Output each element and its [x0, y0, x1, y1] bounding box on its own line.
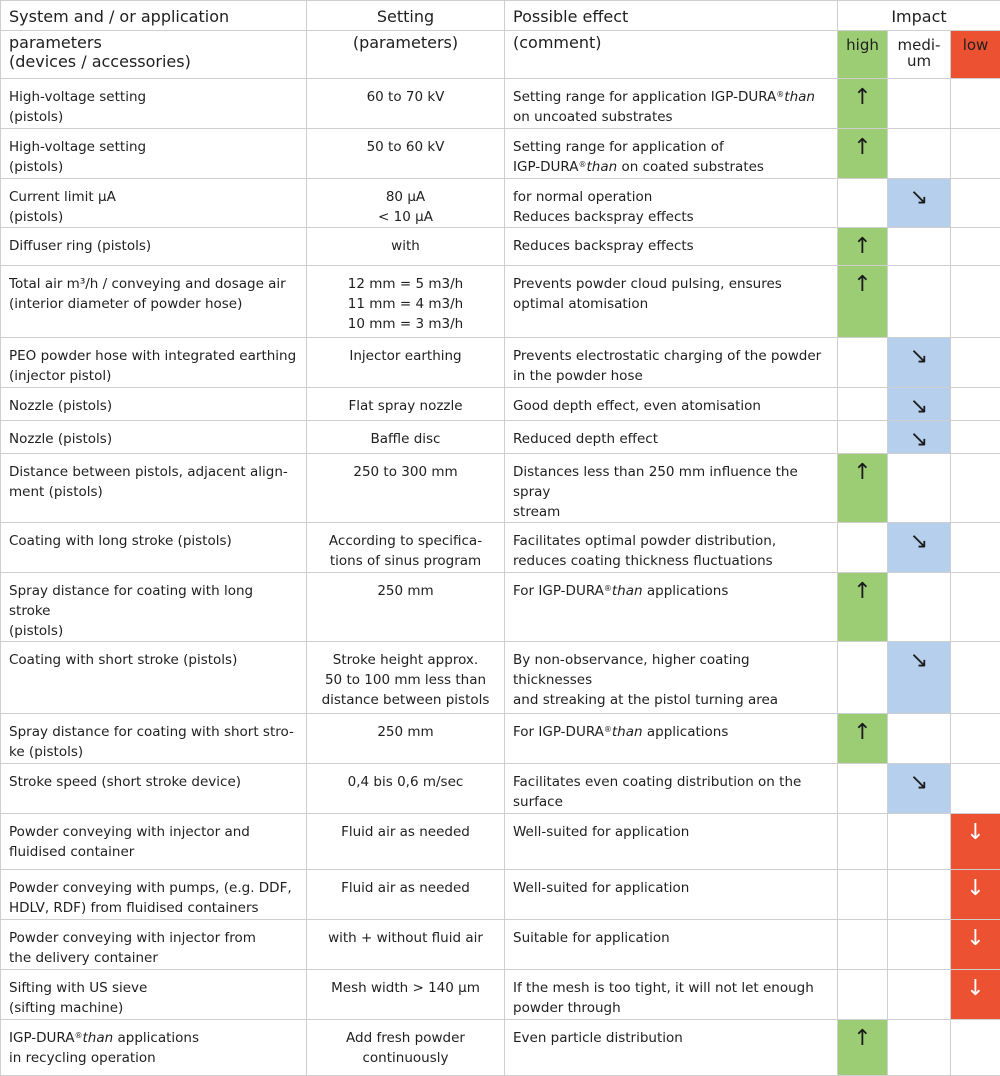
arrow-down-right-icon: ↘	[888, 642, 950, 674]
table-body	[1, 79, 1000, 1076]
param-cell: Spray distance for coating with short stro- ke (pistols)	[1, 714, 307, 764]
param-cell: Powder conveying with injector and fluidised container	[1, 814, 307, 870]
arrow-up-icon: ↑	[838, 454, 887, 486]
setting-cell: Baffle disc	[307, 421, 505, 454]
setting-cell: Stroke height approx. 50 to 100 mm less than distance between pistols	[307, 642, 505, 714]
impact-low-cell	[951, 970, 1000, 1020]
effect-cell: Reduced depth effect	[505, 421, 838, 454]
impact-high-cell	[838, 714, 888, 764]
impact-medium-cell	[888, 338, 951, 388]
impact-empty-cell	[888, 870, 951, 920]
arrow-down-right-icon: ↘	[888, 523, 950, 555]
header-setting-line1: Setting	[307, 1, 505, 31]
setting-cell: Mesh width > 140 µm	[307, 970, 505, 1020]
arrow-down-icon: ↓	[951, 814, 1000, 846]
effect-cell: Setting range for application of IGP-DURA®than on coated substrates	[505, 129, 838, 179]
impact-empty-cell	[951, 79, 1000, 129]
setting-cell: 60 to 70 kV	[307, 79, 505, 129]
impact-empty-cell	[838, 523, 888, 573]
arrow-down-right-icon: ↘	[888, 421, 950, 453]
table-row	[1, 814, 1000, 870]
table-row	[1, 573, 1000, 642]
table-row	[1, 1020, 1000, 1076]
impact-empty-cell	[951, 764, 1000, 814]
effect-cell: Prevents powder cloud pulsing, ensures optimal atomisation	[505, 266, 838, 338]
header-impact: Impact	[838, 1, 1000, 31]
impact-empty-cell	[951, 129, 1000, 179]
table-row	[1, 228, 1000, 266]
impact-low-cell	[951, 870, 1000, 920]
impact-empty-cell	[888, 714, 951, 764]
impact-empty-cell	[951, 454, 1000, 523]
impact-medium-cell	[888, 523, 951, 573]
effect-cell: For IGP-DURA®than applications	[505, 573, 838, 642]
impact-empty-cell	[838, 920, 888, 970]
param-cell: Nozzle (pistols)	[1, 421, 307, 454]
arrow-down-right-icon: ↘	[888, 764, 950, 796]
table-row	[1, 129, 1000, 179]
impact-low-cell	[951, 814, 1000, 870]
impact-high-cell	[838, 266, 888, 338]
impact-empty-cell	[951, 388, 1000, 421]
setting-cell: Injector earthing	[307, 338, 505, 388]
impact-empty-cell	[951, 338, 1000, 388]
setting-cell: Fluid air as needed	[307, 814, 505, 870]
arrow-up-icon: ↑	[838, 129, 887, 161]
arrow-up-icon: ↑	[838, 1020, 887, 1052]
impact-empty-cell	[888, 573, 951, 642]
param-cell: Diffuser ring (pistols)	[1, 228, 307, 266]
impact-empty-cell	[838, 388, 888, 421]
arrow-down-right-icon: ↘	[888, 338, 950, 370]
table-row	[1, 421, 1000, 454]
table-row	[1, 338, 1000, 388]
impact-empty-cell	[951, 228, 1000, 266]
param-cell: Coating with long stroke (pistols)	[1, 523, 307, 573]
impact-empty-cell	[951, 421, 1000, 454]
effect-cell: Well-suited for application	[505, 870, 838, 920]
effect-cell: Reduces backspray effects	[505, 228, 838, 266]
param-cell: Sifting with US sieve (sifting machine)	[1, 970, 307, 1020]
effect-cell: for normal operation Reduces backspray effects	[505, 179, 838, 228]
impact-empty-cell	[888, 266, 951, 338]
impact-medium-cell	[888, 764, 951, 814]
impact-high-cell	[838, 129, 888, 179]
table-row	[1, 388, 1000, 421]
setting-cell: 250 mm	[307, 714, 505, 764]
table-row	[1, 79, 1000, 129]
setting-cell: 0,4 bis 0,6 m/sec	[307, 764, 505, 814]
impact-low-cell	[951, 920, 1000, 970]
table-row	[1, 266, 1000, 338]
effect-cell: Suitable for application	[505, 920, 838, 970]
effect-cell: Well-suited for application	[505, 814, 838, 870]
impact-medium-cell	[888, 642, 951, 714]
param-cell: Nozzle (pistols)	[1, 388, 307, 421]
header-param-line2: parameters	[9, 33, 298, 53]
param-cell: Powder conveying with pumps, (e.g. DDF, HDLV, RDF) from fluidised containers	[1, 870, 307, 920]
param-cell: Coating with short stroke (pistols)	[1, 642, 307, 714]
table-row	[1, 920, 1000, 970]
arrow-up-icon: ↑	[838, 266, 887, 298]
impact-empty-cell	[951, 179, 1000, 228]
param-cell: Stroke speed (short stroke device)	[1, 764, 307, 814]
setting-cell: 12 mm = 5 m3/h 11 mm = 4 m3/h 10 mm = 3 m3/h	[307, 266, 505, 338]
impact-empty-cell	[888, 970, 951, 1020]
table-row	[1, 642, 1000, 714]
impact-empty-cell	[888, 814, 951, 870]
setting-cell: with + without fluid air	[307, 920, 505, 970]
setting-cell: with	[307, 228, 505, 266]
arrow-down-right-icon: ↘	[888, 179, 950, 211]
effect-cell: Facilitates optimal powder distribution, reduces coating thickness fluctuations	[505, 523, 838, 573]
setting-cell: 250 mm	[307, 573, 505, 642]
param-cell: Total air m³/h / conveying and dosage air (interior diameter of powder hose)	[1, 266, 307, 338]
impact-empty-cell	[888, 454, 951, 523]
impact-empty-cell	[888, 228, 951, 266]
impact-medium-cell	[888, 388, 951, 421]
impact-medium-cell	[888, 421, 951, 454]
effect-cell: Prevents electrostatic charging of the powder in the powder hose	[505, 338, 838, 388]
impact-empty-cell	[838, 179, 888, 228]
impact-empty-cell	[838, 642, 888, 714]
param-cell: Current limit µA (pistols)	[1, 179, 307, 228]
header-effect-line1: Possible effect	[505, 1, 838, 31]
impact-empty-cell	[888, 1020, 951, 1076]
header-param	[1, 31, 307, 79]
impact-high-cell	[838, 228, 888, 266]
setting-cell: Add fresh powder continuously	[307, 1020, 505, 1076]
effect-cell: For IGP-DURA®than applications	[505, 714, 838, 764]
arrow-down-icon: ↓	[951, 870, 1000, 902]
setting-cell: Flat spray nozzle	[307, 388, 505, 421]
impact-empty-cell	[838, 421, 888, 454]
param-cell: Spray distance for coating with long stroke (pistols)	[1, 573, 307, 642]
effect-cell: By non-observance, higher coating thicknesses and streaking at the pistol turning area	[505, 642, 838, 714]
header-param-line1: System and / or application	[1, 1, 307, 31]
impact-medium-cell	[888, 179, 951, 228]
arrow-down-icon: ↓	[951, 970, 1000, 1002]
impact-empty-cell	[951, 1020, 1000, 1076]
setting-cell: Fluid air as needed	[307, 870, 505, 920]
param-cell: Powder conveying with injector from the delivery container	[1, 920, 307, 970]
impact-high-cell	[838, 79, 888, 129]
effect-cell: Even particle distribution	[505, 1020, 838, 1076]
effect-cell: Good depth effect, even atomisation	[505, 388, 838, 421]
impact-empty-cell	[888, 920, 951, 970]
impact-high-cell	[838, 1020, 888, 1076]
param-cell: High-voltage setting (pistols)	[1, 79, 307, 129]
effect-cell: Facilitates even coating distribution on the surface	[505, 764, 838, 814]
param-cell: High-voltage setting (pistols)	[1, 129, 307, 179]
impact-low-header: low	[951, 31, 1000, 79]
impact-empty-cell	[888, 129, 951, 179]
effect-cell: Distances less than 250 mm influence the spray stream	[505, 454, 838, 523]
impact-empty-cell	[951, 714, 1000, 764]
impact-empty-cell	[838, 870, 888, 920]
arrow-up-icon: ↑	[838, 714, 887, 746]
impact-empty-cell	[888, 79, 951, 129]
arrow-down-right-icon: ↘	[888, 388, 950, 420]
impact-empty-cell	[838, 814, 888, 870]
param-cell: PEO powder hose with integrated earthing (injector pistol)	[1, 338, 307, 388]
header-param-line3: (devices / accessories)	[9, 53, 298, 71]
param-cell: Distance between pistols, adjacent align- ment (pistols)	[1, 454, 307, 523]
setting-cell: 50 to 60 kV	[307, 129, 505, 179]
impact-medium-header: medi- um	[888, 31, 951, 79]
table-row	[1, 523, 1000, 573]
setting-cell: According to specifica- tions of sinus program	[307, 523, 505, 573]
setting-cell: 80 µA < 10 µA	[307, 179, 505, 228]
table-row	[1, 714, 1000, 764]
header-effect-line2: (comment)	[505, 31, 838, 79]
header-setting-line2: (parameters)	[307, 31, 505, 79]
table-row	[1, 970, 1000, 1020]
impact-empty-cell	[951, 642, 1000, 714]
table-row	[1, 454, 1000, 523]
arrow-up-icon: ↑	[838, 228, 887, 260]
arrow-up-icon: ↑	[838, 79, 887, 111]
setting-cell: 250 to 300 mm	[307, 454, 505, 523]
impact-empty-cell	[951, 523, 1000, 573]
effect-cell: If the mesh is too tight, it will not let enough powder through	[505, 970, 838, 1020]
impact-high-cell	[838, 573, 888, 642]
impact-empty-cell	[951, 573, 1000, 642]
param-cell: IGP-DURA®than applications in recycling operation	[1, 1020, 307, 1076]
arrow-up-icon: ↑	[838, 573, 887, 605]
impact-high-cell	[838, 454, 888, 523]
impact-empty-cell	[838, 764, 888, 814]
impact-empty-cell	[838, 338, 888, 388]
impact-empty-cell	[838, 970, 888, 1020]
effect-cell: Setting range for application IGP-DURA®than on uncoated substrates	[505, 79, 838, 129]
table-row	[1, 870, 1000, 920]
impact-high-header: high	[838, 31, 888, 79]
table-row	[1, 179, 1000, 228]
arrow-down-icon: ↓	[951, 920, 1000, 952]
impact-empty-cell	[951, 266, 1000, 338]
table-row	[1, 764, 1000, 814]
